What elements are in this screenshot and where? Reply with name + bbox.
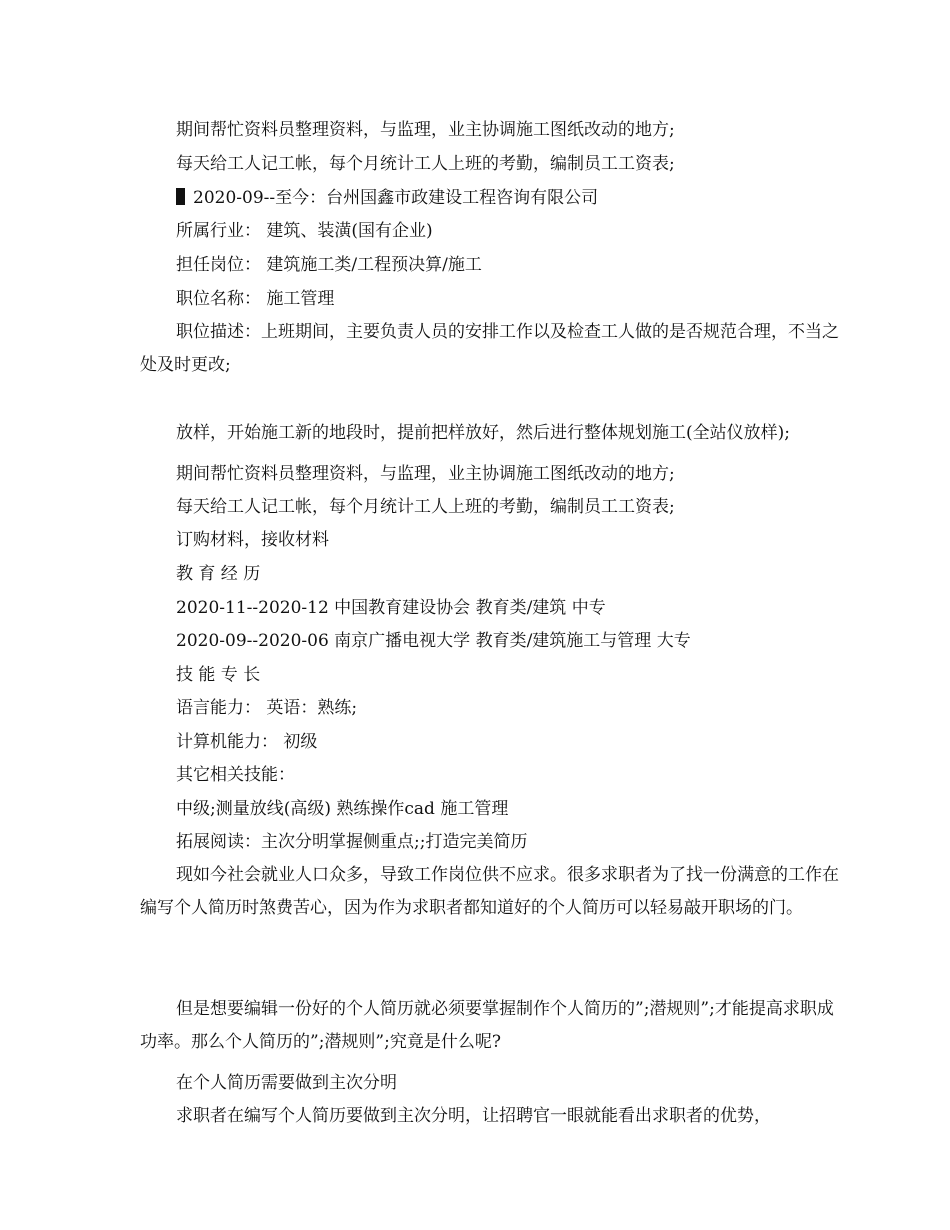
computer-skill: 计算机能力： 初级 — [176, 732, 318, 752]
position-description: 职位描述：上班期间，主要负责人员的安排工作以及检查工人做的是否规范合理，不当之处及时更改; — [140, 322, 839, 375]
paragraph-line: 期间帮忙资料员整理资料，与监理，业主协调施工图纸改动的地方; — [176, 120, 675, 140]
paragraph-line: 每天给工人记工帐，每个月统计工人上班的考勤，编制员工工资表; — [176, 154, 675, 174]
other-skills: 中级;测量放线(高级) 熟练操作cad 施工管理 — [176, 799, 509, 819]
education-entry: 2020-09--2020-06 南京广播电视大学 教育类/建筑施工与管理 大专 — [176, 631, 691, 651]
position-name-line: 职位名称： 施工管理 — [176, 289, 335, 309]
setout-paragraph: 放样，开始施工新的地段时，提前把样放好，然后进行整体规划施工(全站仪放样); — [176, 423, 790, 443]
company-heading — [176, 186, 840, 210]
paragraph-line: 订购材料，接收材料 — [176, 530, 329, 550]
section-title-education: 教 育 经 历 — [176, 564, 261, 584]
section-title-skills: 技 能 专 长 — [176, 665, 261, 685]
paragraph-line: 期间帮忙资料员整理资料，与监理，业主协调施工图纸改动的地方; — [176, 464, 675, 484]
bullet-marker-icon — [176, 188, 185, 205]
post-line: 担任岗位： 建筑施工类/工程预决算/施工 — [176, 255, 482, 275]
article-paragraph: 但是想要编辑一份好的个人简历就必须要掌握制作个人简历的”;潜规则”;才能提高求职成功率。那么个人简历的”;潜规则”;究竟是什么呢? — [140, 999, 834, 1052]
article-paragraph: 现如今社会就业人口众多，导致工作岗位供不应求。很多求职者为了找一份满意的工作在编写个人简历时煞费苦心，因为作为求职者都知道好的个人简历可以轻易敲开职场的门。 — [140, 865, 839, 918]
article-subheading: 在个人简历需要做到主次分明 — [176, 1073, 397, 1093]
article-paragraph: 求职者在编写个人简历要做到主次分明，让招聘官一眼就能看出求职者的优势， — [176, 1106, 771, 1126]
language-skill: 语言能力： 英语：熟练; — [176, 698, 358, 718]
education-entry: 2020-11--2020-12 中国教育建设协会 教育类/建筑 中专 — [176, 598, 606, 618]
other-skills-label: 其它相关技能： — [176, 765, 295, 785]
industry-line: 所属行业： 建筑、装潢(国有企业) — [176, 221, 433, 241]
paragraph-line: 每天给工人记工帐，每个月统计工人上班的考勤，编制员工工资表; — [176, 497, 675, 517]
company-heading-text: 2020-09--至今：台州国鑫市政建设工程咨询有限公司 — [193, 188, 599, 208]
extended-reading-title: 拓展阅读：主次分明掌握侧重点;;打造完美简历 — [176, 832, 528, 852]
